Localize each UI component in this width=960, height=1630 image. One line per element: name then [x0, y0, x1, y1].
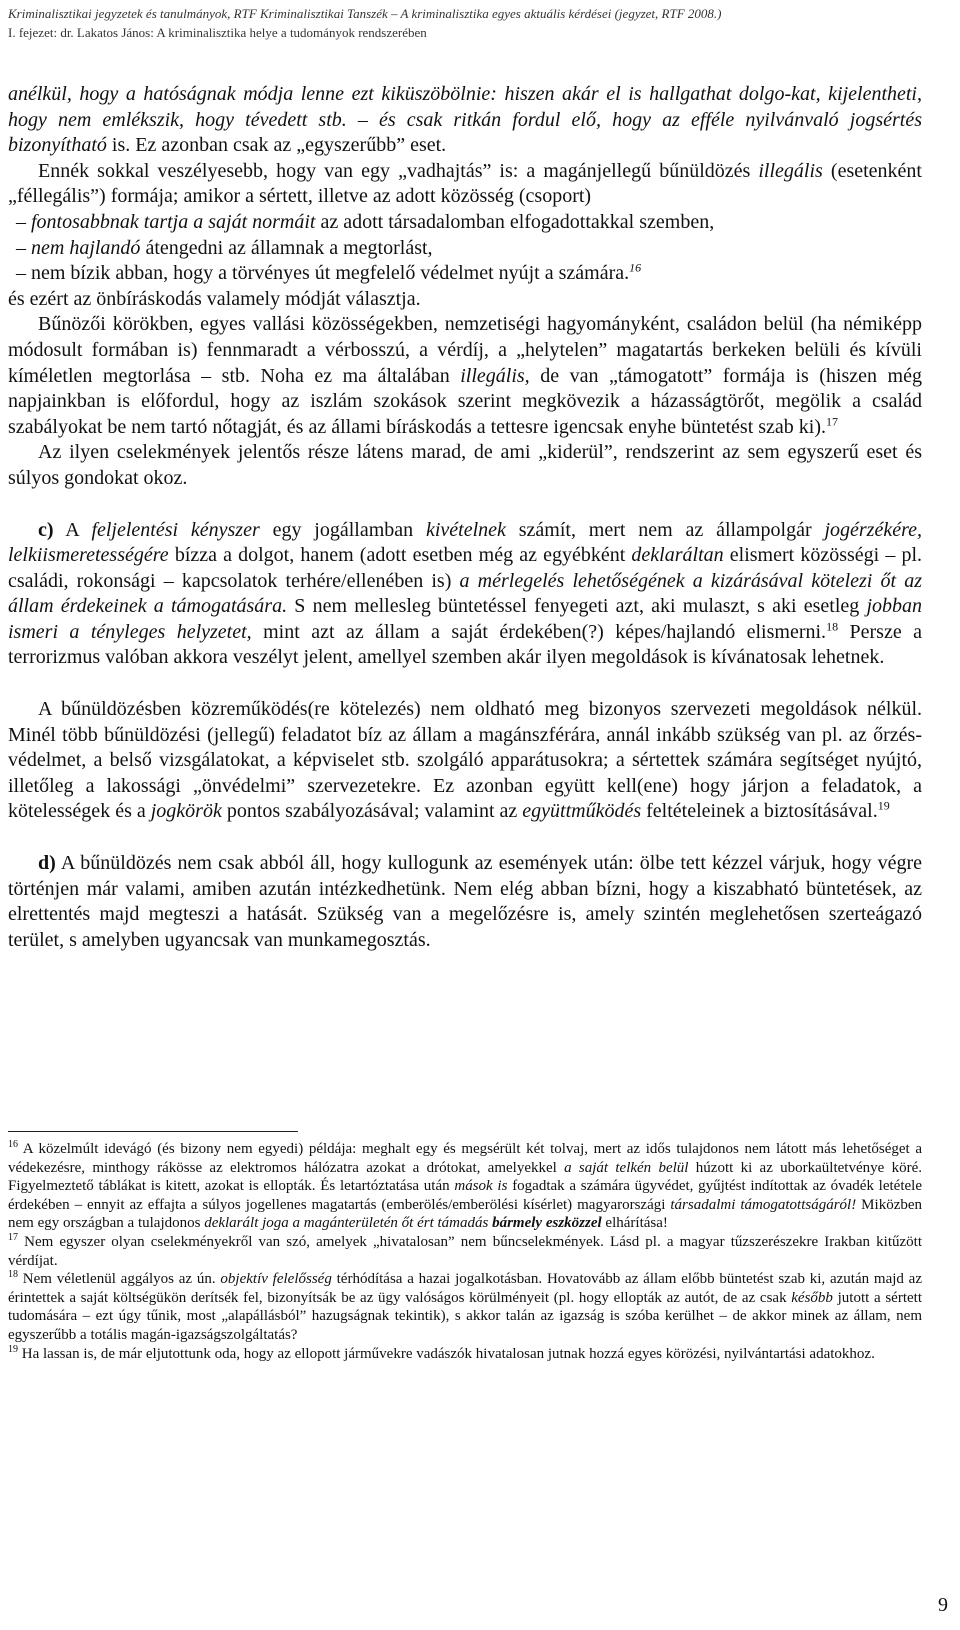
paragraph-kozremukodes — [8, 697, 922, 825]
footnote-ref-16[interactable]: 16 — [629, 260, 642, 275]
footnote-16 — [8, 1140, 922, 1233]
footnote-ref-18[interactable]: 18 — [826, 619, 839, 634]
text-run: A bűnüldözés nem csak abból áll, hogy kullogunk az események után: ölbe tett kézzel várjuk, hogy végre történjen már valami, amiben azután intézkedhetünk. Nem elég abban bízni, hogy a kiszabható büntetések, az elrettentés majd megteszi a hatását. Szükség van a megelőzésre is, amely szintén meglehetősen szerteágazó terület, s amelyben ugyancsak van munkamegosztás. — [8, 852, 922, 951]
text-run: elismert közösségi – pl. családi, rokonsági – kapcsolatok terhére/ellenében is) — [8, 544, 922, 592]
text-run: is. Ez azonban csak az „egyszerűbb” eset. — [106, 134, 447, 157]
text-run: bízza a dolgot, hanem (adott esetben még az egyébként — [168, 544, 632, 567]
footnote-number: 17 — [8, 1231, 18, 1243]
paragraph-conclusion: és ezért az önbíráskodás valamely módját választja. — [8, 287, 421, 310]
text-run: deklaráltan — [631, 544, 724, 567]
text-run: A — [53, 518, 92, 541]
footnote-19 — [8, 1345, 922, 1364]
text-run: S nem mellesleg büntetéssel fenyegeti azt, aki mulaszt, s aki esetleg — [287, 595, 867, 618]
paragraph-verbosszu — [8, 312, 922, 440]
text-run: bármely eszközzel — [488, 1215, 602, 1232]
text-run: feljelentési kényszer — [91, 518, 260, 541]
footnote-18 — [8, 1270, 922, 1344]
text-run: Ennék sokkal veszélyesebb, hogy van egy „vadhajtás” is: a magánjellegű bűnüldözés — [38, 159, 759, 182]
text-run: a mérlegelés lehetőségének a kizárásával kötelezi őt az állam érdekeinek a támogatására. — [8, 569, 922, 618]
text-run: húzott ki az uborkaültetvénye köré. Figyelmeztető táblákat is kitett, azokat is ellopták. És letartóztatása után — [8, 1159, 922, 1195]
text-run: elhárítása! — [601, 1215, 668, 1232]
text-run: Nem véletlenül aggályos az ún. — [18, 1271, 221, 1288]
text-run: Persze a terrorizmus valóban akkora veszélyt jelent, amellyel szemben akár ilyen megoldások is kívánatosak lehetnek. — [8, 620, 923, 669]
text-run: társadalmi támogatottságáról! — [670, 1196, 857, 1213]
text-run: A közelmúlt idevágó (és bizony nem egyedi) példája: meghalt egy és megsérült két tolvaj, mert az idős tulajdonos nem látott más lehetőséget a védekezésre, minthogy rákösse az elektromos hálózatra azokat a drótokat, amelyekkel — [8, 1141, 922, 1176]
text-run: Miközben nem egy országban a tulajdonos — [8, 1196, 923, 1232]
paragraph-d — [8, 851, 922, 953]
footnote-number: 19 — [8, 1343, 18, 1355]
text-run: de van „támogatott” formája is (hiszen még napjainkban is előfordul, hogy az iszlám szokások szerint megkövezik a házasságtörőt, megölik a család szabályokat be nem tartó nőtagját, és az állami bíráskodás a tettesre igencsak enyhe büntetést szab ki). — [8, 364, 922, 438]
body-text — [8, 82, 922, 953]
text-run: deklarált joga a magánterületén őt ért támadás — [204, 1215, 489, 1232]
text-run: – nem bízik abban, hogy a törvényes út megfelelő védelmet nyújt a számára. — [16, 262, 630, 285]
text-run: Bűnözői körökben, egyes vallási közösségekben, nemzetiségi hagyományként, családon belül (ha némiképp módosult formában is) fennmaradt a vérbosszú, a vérdíj, a „helytelen” magatartás berkeken belüli és kívüli kíméletlen megtorlása – stb. Noha ez ma általában — [8, 313, 922, 387]
paragraph-intro — [8, 82, 922, 159]
text-run: egy jogállamban — [259, 518, 426, 541]
dash-item-3 — [8, 261, 922, 287]
text-run: a saját telkén belül — [564, 1159, 689, 1176]
text-run: – — [16, 236, 31, 259]
running-header — [8, 4, 952, 42]
footnote-number: 18 — [8, 1269, 18, 1281]
item-label-d: d) — [38, 852, 56, 875]
text-run: együttműködés — [522, 800, 642, 823]
dash-item-1 — [8, 210, 922, 236]
text-run: fontosabbnak tartja a saját normáit — [31, 210, 316, 233]
text-run: jutott a sértett tudomására – ezt úgy tűnik, most „alapállásból” hazugságnak tekintik), s akkor talán az igazság is szóba kerülhet – de akkor minek az állam, nem egyszerűbb a totális magán-igazságszolgáltatás? — [8, 1289, 922, 1343]
text-run: mások is — [454, 1178, 508, 1195]
text-run: illegális — [758, 159, 823, 182]
text-run: illegális, — [460, 364, 530, 387]
text-run: nem hajlandó — [31, 236, 141, 259]
text-run: anélkül, hogy a hatóságnak módja lenne ezt kiküszöbölnie: hiszen akár el is hallgathat dolgo-kat, kijelentheti, hogy nem emlékszik, hogy tévedett stb. – és csak ritkán fordul elő, hogy az efféle nyilvánvaló jogsértés — [8, 83, 922, 131]
paragraph-vadhajtas — [8, 159, 922, 210]
text-run: számít, mert nem az állampolgár — [505, 518, 825, 541]
text-run: az adott társadalomban elfogadottakkal szemben, — [315, 210, 715, 233]
item-label-c: c) — [38, 518, 54, 541]
text-run: mint azt az állam a saját érdekében(?) képes/hajlandó elismerni. — [251, 620, 827, 643]
text-run: jogérzékére, lelkiismeretességére — [8, 518, 923, 567]
text-run: A bűnüldözésben közreműködés(re kötelezés) nem oldható meg bizonyos szervezeti megoldások nélkül. Minél több bűnüldözési (jellegű) feladatot bíz az állam a magánszférára, annál inkább szükség van pl. az őrzés-védelmet, a belső vizsgálatokat, a képviselet stb. szolgáló apparátusokra; a sértettek számára segítséget nyújtó, illetőleg a lakossági „önvédelmi” szervezetekre. Ez azonban együtt kell(ene) hogy járjon a feladatok, a kötelességek és a — [8, 698, 922, 823]
footnote-17 — [8, 1233, 922, 1270]
footnotes — [8, 1140, 922, 1363]
footnote-ref-17[interactable]: 17 — [826, 414, 839, 429]
text-run: térhódítása a hazai jogalkotásban. Hovatovább az állam előbb büntetést szab ki, azután majd az érintettek a saját költségükön derítsék fel, bizonyítsák be az ügy valóságos körülményeit (pl. hogy ellopták az autót, de az csak — [8, 1271, 922, 1306]
text-run: jobban ismeri a tényleges helyzetet, — [8, 595, 922, 643]
dash-item-2 — [8, 236, 922, 262]
text-run: feltételeinek a biztosításával. — [641, 800, 878, 823]
header-line-1: Kriminalisztikai jegyzetek és tanulmányok, RTF Kriminalisztikai Tanszék – A kriminalisztika egyes aktuális kérdései (jegyzet, RTF 2008.) — [8, 6, 722, 21]
text-run: bizonyítható — [8, 134, 107, 157]
text-run: átengedni az államnak a megtorlást, — [140, 236, 433, 259]
text-run: Nem egyszer olyan cselekményekről van szó, amelyek „hivatalosan” nem bűncselekmények. Lásd pl. a magyar tűzszerészekre Irakban kitűzött vérdíjat. — [8, 1233, 922, 1269]
text-run: Ha lassan is, de már eljutottunk oda, hogy az ellopott járművekre vadászók hivatalosan jutnak hozzá egyes körözési, nyilvántartási adatokhoz. — [18, 1345, 875, 1362]
footnote-ref-19[interactable]: 19 — [877, 798, 890, 813]
text-run: – — [16, 210, 31, 233]
text-run: (esetenként „féllegális”) formája; amikor a sértett, illetve az adott közösség (csoport) — [8, 159, 922, 208]
footnote-number: 16 — [8, 1139, 18, 1150]
page-number: 9 — [938, 1594, 948, 1616]
paragraph-c — [8, 518, 922, 672]
footnote-separator — [8, 1131, 298, 1132]
header-line-2: I. fejezet: dr. Lakatos János: A kriminalisztika helye a tudományok rendszerében — [8, 25, 427, 40]
text-run: pontos szabályozásával; valamint az — [221, 800, 523, 823]
text-run: jogkörök — [150, 800, 222, 823]
paragraph-latens: Az ilyen cselekmények jelentős része látens marad, de ami „kiderül”, rendszerint az sem egyszerű eset és súlyos gondokat okoz. — [8, 441, 922, 489]
text-run: objektív felelősség — [220, 1271, 332, 1288]
text-run: később — [791, 1289, 833, 1306]
text-run: kivételnek — [425, 518, 506, 541]
text-run: fogadtak a számára ügyvédet, gyűjtést indítottak az óvadék letétele érdekében – ennyit az effajta a súlyos jogellenes magatartás (emberölés/emberölési kísérlet) magyarországi — [8, 1178, 922, 1213]
